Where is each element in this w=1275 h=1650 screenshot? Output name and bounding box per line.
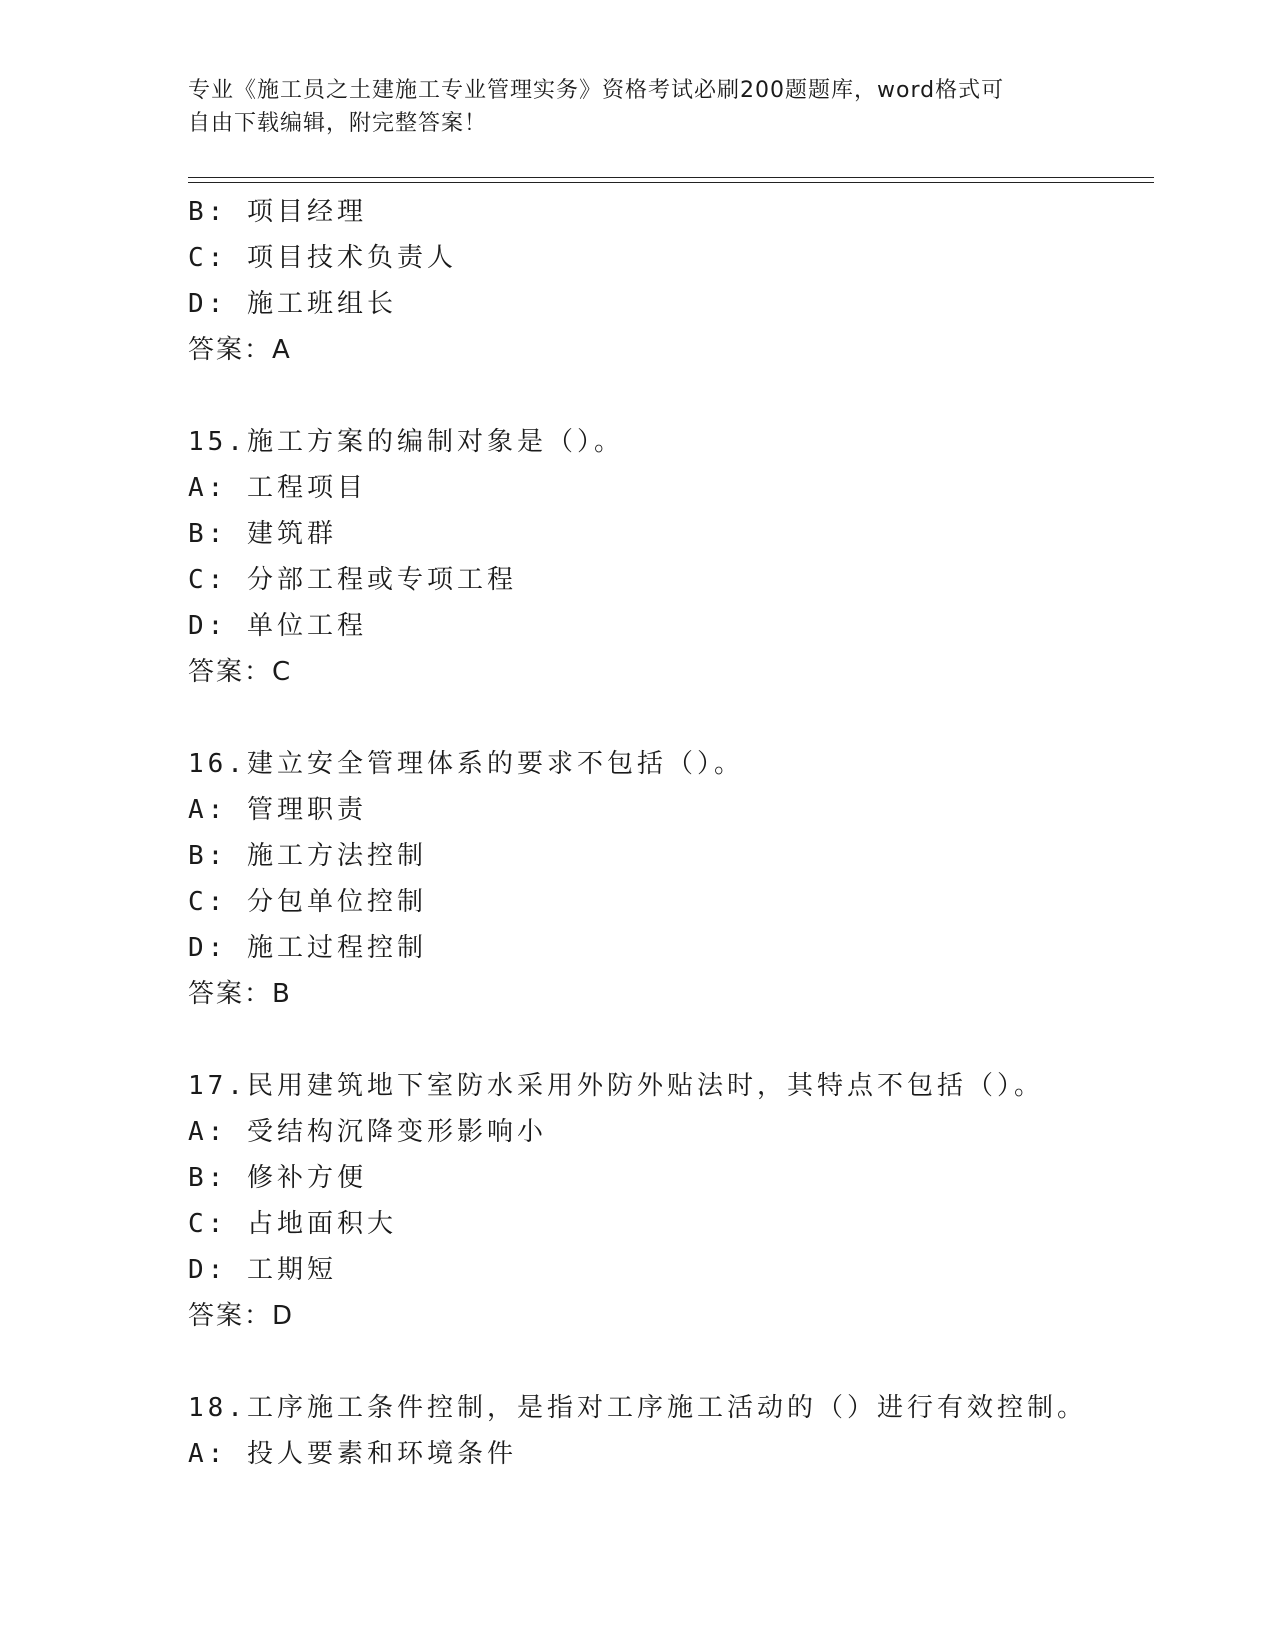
option-a: A: 受结构沉降变形影响小 (188, 1117, 547, 1147)
option-c: C: 分包单位控制 (188, 887, 427, 917)
page-header (188, 74, 1068, 140)
spacer (188, 373, 1148, 419)
option-d: D: 工期短 (188, 1255, 337, 1285)
header-line-2: 自由下载编辑，附完整答案！ (188, 111, 488, 136)
option-c: C: 占地面积大 (188, 1209, 397, 1239)
header-rule-bottom (188, 182, 1154, 183)
answer-line: 答案：D (188, 1301, 295, 1331)
spacer (188, 1339, 1148, 1385)
option-a: A: 管理职责 (188, 795, 367, 825)
header-line-1: 专业《施工员之土建施工专业管理实务》资格考试必刷200题题库，word格式可 (188, 78, 1005, 103)
option-a: A: 投人要素和环境条件 (188, 1439, 517, 1469)
question-list (188, 189, 1148, 1477)
question-block-16 (188, 741, 1148, 1017)
option-b: B: 项目经理 (188, 197, 367, 227)
answer-line: 答案：A (188, 335, 292, 365)
spacer (188, 1017, 1148, 1063)
option-b: B: 修补方便 (188, 1163, 367, 1193)
question-text: 15.施工方案的编制对象是（）。 (188, 427, 624, 457)
question-text: 16.建立安全管理体系的要求不包括（）。 (188, 749, 744, 779)
answer-line: 答案：B (188, 979, 292, 1009)
option-d: D: 施工过程控制 (188, 933, 427, 963)
option-b: B: 建筑群 (188, 519, 337, 549)
question-text: 18.工序施工条件控制，是指对工序施工活动的（）进行有效控制。 (188, 1393, 1087, 1423)
option-b: B: 施工方法控制 (188, 841, 427, 871)
question-block-14 (188, 189, 1148, 373)
question-block-17 (188, 1063, 1148, 1339)
option-a: A: 工程项目 (188, 473, 367, 503)
option-d: D: 单位工程 (188, 611, 367, 641)
option-d: D: 施工班组长 (188, 289, 397, 319)
question-text: 17.民用建筑地下室防水采用外防外贴法时，其特点不包括（）。 (188, 1071, 1044, 1101)
question-block-15 (188, 419, 1148, 695)
question-block-18 (188, 1385, 1148, 1477)
answer-line: 答案：C (188, 657, 293, 687)
option-c: C: 分部工程或专项工程 (188, 565, 517, 595)
header-rule-top (188, 177, 1154, 178)
spacer (188, 695, 1148, 741)
option-c: C: 项目技术负责人 (188, 243, 457, 273)
